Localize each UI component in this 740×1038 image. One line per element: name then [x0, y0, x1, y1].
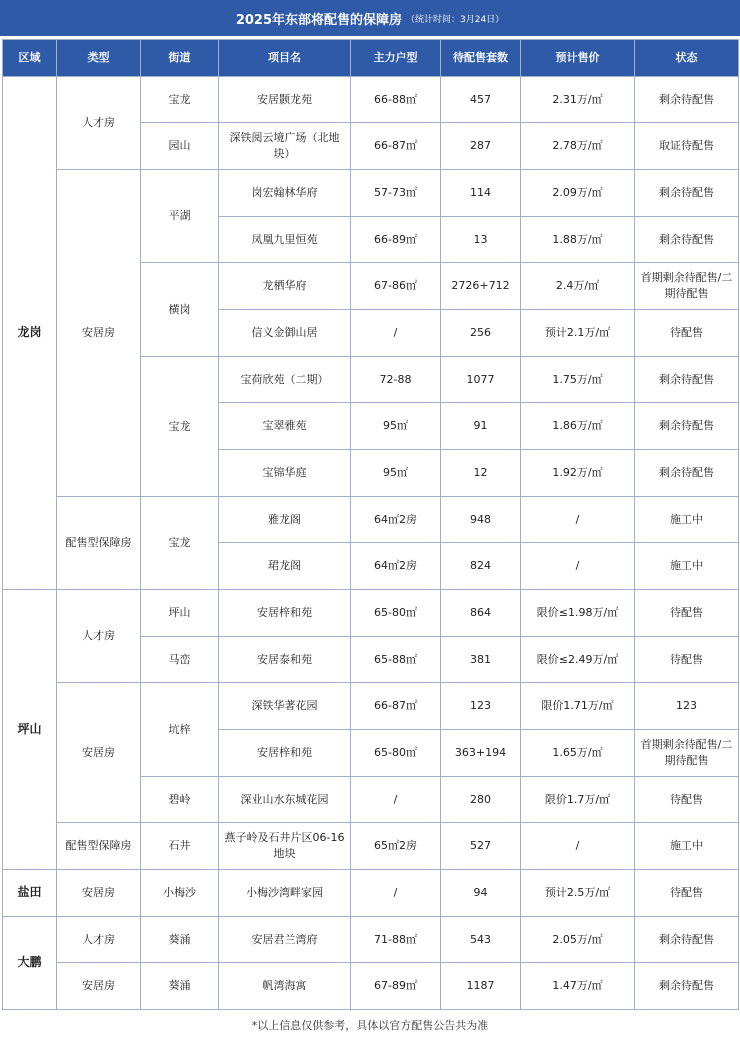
status-cell: 剩余待配售	[635, 77, 739, 123]
project-name-cell: 安居颢龙苑	[219, 77, 351, 123]
region-cell: 大鹏	[3, 917, 57, 1010]
status-cell: 待配售	[635, 777, 739, 823]
count-cell: 543	[441, 917, 521, 963]
count-cell: 91	[441, 403, 521, 450]
street-cell: 坪山	[141, 590, 219, 637]
project-name-cell: 宝荷欣苑（二期）	[219, 357, 351, 403]
count-cell: 527	[441, 823, 521, 870]
type-cell: 安居房	[57, 963, 141, 1010]
col-header: 类型	[57, 40, 141, 77]
price-cell: 1.88万/㎡	[521, 217, 635, 263]
project-name-cell: 珺龙阁	[219, 543, 351, 590]
project-name-cell: 帆湾海寓	[219, 963, 351, 1010]
status-cell: 剩余待配售	[635, 403, 739, 450]
price-cell: /	[521, 497, 635, 543]
title-text: 2025年东部将配售的保障房	[235, 12, 402, 28]
price-cell: 限价1.71万/㎡	[521, 683, 635, 730]
unit-type-cell: /	[351, 777, 441, 823]
unit-type-cell: 65-80㎡	[351, 590, 441, 637]
count-cell: 2726+712	[441, 263, 521, 310]
col-header: 待配售套数	[441, 40, 521, 77]
table-row	[3, 170, 739, 217]
price-cell: 2.31万/㎡	[521, 77, 635, 123]
street-cell: 宝龙	[141, 497, 219, 590]
unit-type-cell: 65-80㎡	[351, 730, 441, 777]
street-cell: 平湖	[141, 170, 219, 263]
status-cell: 剩余待配售	[635, 170, 739, 217]
unit-type-cell: 64㎡2房	[351, 543, 441, 590]
count-cell: 123	[441, 683, 521, 730]
count-cell: 12	[441, 450, 521, 497]
col-header: 预计售价	[521, 40, 635, 77]
status-cell: 施工中	[635, 497, 739, 543]
count-cell: 363+194	[441, 730, 521, 777]
unit-type-cell: 66-89㎡	[351, 217, 441, 263]
street-cell: 宝龙	[141, 77, 219, 123]
col-header: 主力户型	[351, 40, 441, 77]
type-cell: 人才房	[57, 77, 141, 170]
project-name-cell: 深铁华著花园	[219, 683, 351, 730]
street-cell: 园山	[141, 123, 219, 170]
table-row	[3, 497, 739, 543]
status-cell: 剩余待配售	[635, 357, 739, 403]
unit-type-cell: 65-88㎡	[351, 637, 441, 683]
street-cell: 坑梓	[141, 683, 219, 777]
unit-type-cell: 66-87㎡	[351, 683, 441, 730]
title-subtitle: （统计时间：3月24日）	[406, 14, 505, 25]
project-name-cell: 岗宏翰林华府	[219, 170, 351, 217]
table-title	[0, 0, 740, 36]
type-cell: 人才房	[57, 590, 141, 683]
unit-type-cell: /	[351, 310, 441, 357]
street-cell: 横岗	[141, 263, 219, 357]
status-cell: 首期剩余待配售/二期待配售	[635, 730, 739, 777]
price-cell: 限价1.7万/㎡	[521, 777, 635, 823]
table-row	[3, 823, 739, 870]
status-cell: 取证待配售	[635, 123, 739, 170]
street-cell: 葵涌	[141, 963, 219, 1010]
project-name-cell: 宝锦华庭	[219, 450, 351, 497]
table-row	[3, 683, 739, 730]
count-cell: 1187	[441, 963, 521, 1010]
type-cell: 安居房	[57, 870, 141, 917]
status-cell: 待配售	[635, 870, 739, 917]
type-cell: 配售型保障房	[57, 497, 141, 590]
status-cell: 待配售	[635, 310, 739, 357]
price-cell: 预计2.5万/㎡	[521, 870, 635, 917]
table-row	[3, 917, 739, 963]
count-cell: 13	[441, 217, 521, 263]
col-header: 区域	[3, 40, 57, 77]
count-cell: 948	[441, 497, 521, 543]
street-cell: 马峦	[141, 637, 219, 683]
count-cell: 114	[441, 170, 521, 217]
region-cell: 龙岗	[3, 77, 57, 590]
project-name-cell: 凤凰九里恒苑	[219, 217, 351, 263]
price-cell: 1.92万/㎡	[521, 450, 635, 497]
type-cell: 人才房	[57, 917, 141, 963]
unit-type-cell: 95㎡	[351, 450, 441, 497]
status-cell: 施工中	[635, 543, 739, 590]
price-cell: 2.05万/㎡	[521, 917, 635, 963]
project-name-cell: 安居君兰湾府	[219, 917, 351, 963]
project-name-cell: 龙栖华府	[219, 263, 351, 310]
col-header: 街道	[141, 40, 219, 77]
status-cell: 施工中	[635, 823, 739, 870]
price-cell: 1.65万/㎡	[521, 730, 635, 777]
unit-type-cell: 66-88㎡	[351, 77, 441, 123]
col-header: 项目名	[219, 40, 351, 77]
unit-type-cell: 57-73㎡	[351, 170, 441, 217]
project-name-cell: 深业山水东城花园	[219, 777, 351, 823]
housing-table	[2, 39, 739, 1010]
unit-type-cell: /	[351, 870, 441, 917]
price-cell: 1.86万/㎡	[521, 403, 635, 450]
street-cell: 葵涌	[141, 917, 219, 963]
price-cell: 1.47万/㎡	[521, 963, 635, 1010]
status-cell: 123	[635, 683, 739, 730]
unit-type-cell: 66-87㎡	[351, 123, 441, 170]
status-cell: 剩余待配售	[635, 217, 739, 263]
footnote: *以上信息仅供参考，具体以官方配售公告共为准	[251, 1019, 489, 1032]
price-cell: 2.78万/㎡	[521, 123, 635, 170]
table-row	[3, 870, 739, 917]
col-header: 状态	[635, 40, 739, 77]
unit-type-cell: 95㎡	[351, 403, 441, 450]
type-cell: 安居房	[57, 170, 141, 497]
count-cell: 381	[441, 637, 521, 683]
unit-type-cell: 64㎡2房	[351, 497, 441, 543]
status-cell: 首期剩余待配售/二期待配售	[635, 263, 739, 310]
price-cell: 1.75万/㎡	[521, 357, 635, 403]
price-cell: 2.4万/㎡	[521, 263, 635, 310]
street-cell: 小梅沙	[141, 870, 219, 917]
project-name-cell: 宝翠雅苑	[219, 403, 351, 450]
region-cell: 坪山	[3, 590, 57, 870]
count-cell: 94	[441, 870, 521, 917]
project-name-cell: 深铁阅云境广场（北地块）	[219, 123, 351, 170]
price-cell: 预计2.1万/㎡	[521, 310, 635, 357]
price-cell: /	[521, 823, 635, 870]
project-name-cell: 雅龙阁	[219, 497, 351, 543]
table-row	[3, 963, 739, 1010]
price-cell: /	[521, 543, 635, 590]
unit-type-cell: 67-89㎡	[351, 963, 441, 1010]
project-name-cell: 安居梓和苑	[219, 730, 351, 777]
count-cell: 280	[441, 777, 521, 823]
unit-type-cell: 67-86㎡	[351, 263, 441, 310]
count-cell: 287	[441, 123, 521, 170]
status-cell: 剩余待配售	[635, 450, 739, 497]
header-row	[3, 40, 739, 77]
count-cell: 824	[441, 543, 521, 590]
table-row	[3, 590, 739, 637]
project-name-cell: 信义金御山居	[219, 310, 351, 357]
unit-type-cell: 65㎡2房	[351, 823, 441, 870]
project-name-cell: 安居泰和苑	[219, 637, 351, 683]
street-cell: 宝龙	[141, 357, 219, 497]
project-name-cell: 小梅沙湾畔家园	[219, 870, 351, 917]
price-cell: 限价≤2.49万/㎡	[521, 637, 635, 683]
count-cell: 864	[441, 590, 521, 637]
count-cell: 1077	[441, 357, 521, 403]
unit-type-cell: 71-88㎡	[351, 917, 441, 963]
count-cell: 457	[441, 77, 521, 123]
region-cell: 盐田	[3, 870, 57, 917]
table-row	[3, 77, 739, 123]
status-cell: 剩余待配售	[635, 963, 739, 1010]
status-cell: 待配售	[635, 637, 739, 683]
type-cell: 配售型保障房	[57, 823, 141, 870]
street-cell: 碧岭	[141, 777, 219, 823]
type-cell: 安居房	[57, 683, 141, 823]
unit-type-cell: 72-88	[351, 357, 441, 403]
street-cell: 石井	[141, 823, 219, 870]
status-cell: 剩余待配售	[635, 917, 739, 963]
status-cell: 待配售	[635, 590, 739, 637]
price-cell: 限价≤1.98万/㎡	[521, 590, 635, 637]
project-name-cell: 燕子岭及石井片区06-16地块	[219, 823, 351, 870]
price-cell: 2.09万/㎡	[521, 170, 635, 217]
count-cell: 256	[441, 310, 521, 357]
project-name-cell: 安居梓和苑	[219, 590, 351, 637]
